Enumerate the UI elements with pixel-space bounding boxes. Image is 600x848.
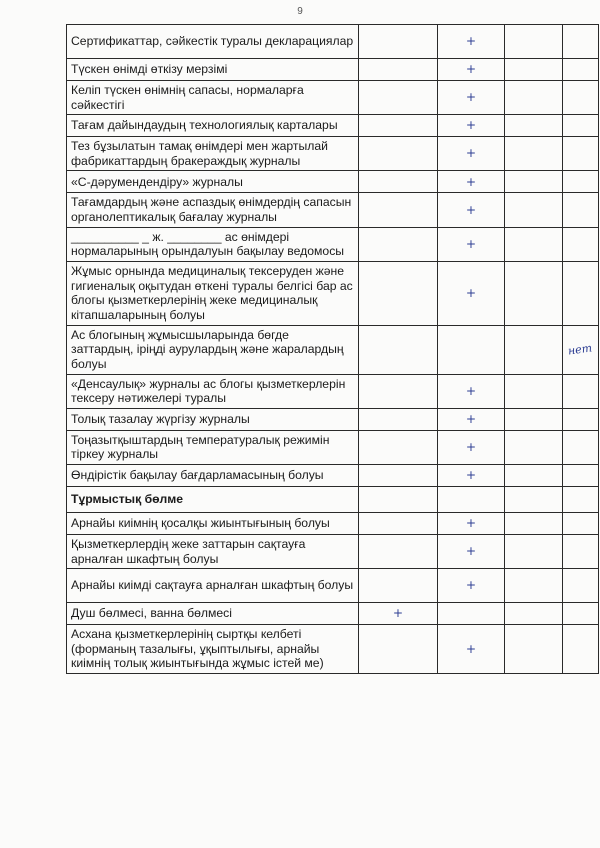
checklist-table bbox=[66, 24, 599, 674]
plus-mark: + bbox=[465, 174, 477, 189]
mark-cell-1 bbox=[359, 325, 438, 374]
mark-cell-1 bbox=[359, 261, 438, 325]
checklist-row bbox=[67, 115, 599, 137]
mark-cell-2 bbox=[438, 137, 505, 171]
mark-cell-4 bbox=[563, 25, 599, 59]
mark-cell-1 bbox=[359, 569, 438, 603]
plus-mark: + bbox=[465, 202, 477, 217]
criterion-label: «Денсаулық» журналы ас блогы қызметкерлерін тексеру нәтижелері туралы bbox=[67, 374, 359, 408]
criterion-label: Тағам дайындаудың технологиялық карталары bbox=[67, 115, 359, 137]
mark-cell-4 bbox=[563, 625, 599, 674]
mark-cell-3 bbox=[505, 430, 563, 464]
mark-cell-3 bbox=[505, 625, 563, 674]
mark-cell-1 bbox=[359, 464, 438, 486]
mark-cell-2 bbox=[438, 374, 505, 408]
mark-cell-4 bbox=[563, 374, 599, 408]
mark-cell-4 bbox=[563, 59, 599, 81]
checklist-row bbox=[67, 625, 599, 674]
mark-cell-2 bbox=[438, 512, 505, 534]
criterion-label: Түскен өнімді өткізу мерзімі bbox=[67, 59, 359, 81]
mark-cell-1 bbox=[359, 81, 438, 115]
mark-cell-4 bbox=[563, 325, 599, 374]
mark-cell-4 bbox=[563, 81, 599, 115]
mark-cell-1 bbox=[359, 25, 438, 59]
plus-mark: + bbox=[465, 468, 477, 483]
criterion-label: Арнайы киімнің қосалқы жиынтығының болуы bbox=[67, 512, 359, 534]
mark-cell-1 bbox=[359, 137, 438, 171]
mark-cell-2 bbox=[438, 59, 505, 81]
criterion-label: Толық тазалау жүргізу журналы bbox=[67, 408, 359, 430]
checklist-row bbox=[67, 137, 599, 171]
page-number: 9 bbox=[297, 6, 303, 17]
plus-mark: + bbox=[465, 516, 477, 531]
checklist-row bbox=[67, 227, 599, 261]
mark-cell-3 bbox=[505, 486, 563, 512]
checklist-row bbox=[67, 193, 599, 227]
mark-cell-2 bbox=[438, 325, 505, 374]
criterion-label: Жұмыс орнында медициналық тексеруден және гигиеналық оқытудан өткені туралы белгісі бар ас блогы қызметкерлерінің жеке медициналық кітапшаларының болуы bbox=[67, 261, 359, 325]
mark-cell-3 bbox=[505, 534, 563, 568]
mark-cell-1 bbox=[359, 171, 438, 193]
mark-cell-4 bbox=[563, 512, 599, 534]
criterion-label: Келіп түскен өнімнің сапасы, нормаларға сәйкестігі bbox=[67, 81, 359, 115]
mark-cell-2 bbox=[438, 534, 505, 568]
mark-cell-3 bbox=[505, 25, 563, 59]
mark-cell-1 bbox=[359, 408, 438, 430]
checklist-row bbox=[67, 408, 599, 430]
mark-cell-4 bbox=[563, 603, 599, 625]
mark-cell-2 bbox=[438, 464, 505, 486]
mark-cell-1 bbox=[359, 227, 438, 261]
checklist-row bbox=[67, 325, 599, 374]
plus-mark: + bbox=[465, 578, 477, 593]
mark-cell-3 bbox=[505, 227, 563, 261]
mark-cell-4 bbox=[563, 464, 599, 486]
criterion-label: Тоңазытқыштардың температуралық режимін тіркеу журналы bbox=[67, 430, 359, 464]
mark-cell-3 bbox=[505, 193, 563, 227]
plus-mark: + bbox=[465, 641, 477, 656]
mark-cell-4 bbox=[563, 171, 599, 193]
mark-cell-1 bbox=[359, 603, 438, 625]
checklist-row bbox=[67, 534, 599, 568]
plus-mark: + bbox=[465, 90, 477, 105]
plus-mark: + bbox=[465, 383, 477, 398]
checklist-row bbox=[67, 261, 599, 325]
checklist-row bbox=[67, 59, 599, 81]
mark-cell-4 bbox=[563, 261, 599, 325]
plus-mark: + bbox=[465, 440, 477, 455]
checklist-row bbox=[67, 464, 599, 486]
mark-cell-2 bbox=[438, 569, 505, 603]
mark-cell-2 bbox=[438, 81, 505, 115]
mark-cell-3 bbox=[505, 603, 563, 625]
mark-cell-1 bbox=[359, 625, 438, 674]
criterion-label: Ас блогының жұмысшыларында бөгде заттардың, іріңді аурулардың және жаралардың болуы bbox=[67, 325, 359, 374]
mark-cell-2 bbox=[438, 115, 505, 137]
checklist-row bbox=[67, 171, 599, 193]
mark-cell-2 bbox=[438, 193, 505, 227]
mark-cell-4 bbox=[563, 408, 599, 430]
mark-cell-4 bbox=[563, 486, 599, 512]
plus-mark: + bbox=[465, 285, 477, 300]
section-title: Тұрмыстық бөлме bbox=[67, 486, 359, 512]
mark-cell-4 bbox=[563, 534, 599, 568]
section-header-row bbox=[67, 486, 599, 512]
criterion-label: Душ бөлмесі, ванна бөлмесі bbox=[67, 603, 359, 625]
plus-mark: + bbox=[465, 62, 477, 77]
plus-mark: + bbox=[465, 544, 477, 559]
criterion-label: «С-дәрумендендіру» журналы bbox=[67, 171, 359, 193]
mark-cell-3 bbox=[505, 115, 563, 137]
criterion-label: Сертификаттар, сәйкестік туралы декларациялар bbox=[67, 25, 359, 59]
criterion-label: Өндірістік бақылау бағдарламасының болуы bbox=[67, 464, 359, 486]
mark-cell-1 bbox=[359, 115, 438, 137]
checklist-row bbox=[67, 569, 599, 603]
checklist-row bbox=[67, 512, 599, 534]
mark-cell-1 bbox=[359, 59, 438, 81]
mark-cell-1 bbox=[359, 512, 438, 534]
plus-mark: + bbox=[465, 34, 477, 49]
mark-cell-4 bbox=[563, 115, 599, 137]
mark-cell-4 bbox=[563, 430, 599, 464]
mark-cell-4 bbox=[563, 193, 599, 227]
mark-cell-3 bbox=[505, 59, 563, 81]
checklist-row bbox=[67, 81, 599, 115]
mark-cell-1 bbox=[359, 534, 438, 568]
mark-cell-4 bbox=[563, 137, 599, 171]
handwritten-note: нет bbox=[567, 341, 594, 358]
mark-cell-2 bbox=[438, 430, 505, 464]
mark-cell-2 bbox=[438, 171, 505, 193]
plus-mark: + bbox=[392, 606, 404, 621]
mark-cell-3 bbox=[505, 171, 563, 193]
mark-cell-3 bbox=[505, 81, 563, 115]
criterion-label: Асхана қызметкерлерінің сыртқы келбеті (форманың тазалығы, ұқыптылығы, арнайы киімнің толық жиынтығында жұмыс істей ме) bbox=[67, 625, 359, 674]
criterion-label: Тез бұзылатын тамақ өнімдері мен жартылай фабрикаттардың бракераждық журналы bbox=[67, 137, 359, 171]
mark-cell-1 bbox=[359, 486, 438, 512]
plus-mark: + bbox=[465, 146, 477, 161]
mark-cell-3 bbox=[505, 137, 563, 171]
criterion-label: Қызметкерлердің жеке заттарын сақтауға арналған шкафтың болуы bbox=[67, 534, 359, 568]
mark-cell-2 bbox=[438, 25, 505, 59]
mark-cell-2 bbox=[438, 408, 505, 430]
mark-cell-3 bbox=[505, 325, 563, 374]
mark-cell-1 bbox=[359, 430, 438, 464]
checklist-row bbox=[67, 430, 599, 464]
mark-cell-3 bbox=[505, 569, 563, 603]
mark-cell-3 bbox=[505, 408, 563, 430]
mark-cell-3 bbox=[505, 374, 563, 408]
mark-cell-2 bbox=[438, 227, 505, 261]
mark-cell-1 bbox=[359, 374, 438, 408]
mark-cell-2 bbox=[438, 625, 505, 674]
mark-cell-2 bbox=[438, 261, 505, 325]
plus-mark: + bbox=[465, 118, 477, 133]
checklist-row bbox=[67, 25, 599, 59]
mark-cell-4 bbox=[563, 227, 599, 261]
mark-cell-4 bbox=[563, 569, 599, 603]
plus-mark: + bbox=[465, 411, 477, 426]
criterion-label: Арнайы киімді сақтауға арналған шкафтың болуы bbox=[67, 569, 359, 603]
checklist-row bbox=[67, 374, 599, 408]
mark-cell-3 bbox=[505, 464, 563, 486]
mark-cell-1 bbox=[359, 193, 438, 227]
mark-cell-2 bbox=[438, 603, 505, 625]
mark-cell-3 bbox=[505, 512, 563, 534]
criterion-label: Тағамдардың және аспаздық өнімдердің сапасын органолептикалық бағалау журналы bbox=[67, 193, 359, 227]
mark-cell-2 bbox=[438, 486, 505, 512]
plus-mark: + bbox=[465, 236, 477, 251]
mark-cell-3 bbox=[505, 261, 563, 325]
criterion-label: __________ _ ж. ________ ас өнімдері нормаларының орындалуын бақылау ведомосы bbox=[67, 227, 359, 261]
checklist-row bbox=[67, 603, 599, 625]
